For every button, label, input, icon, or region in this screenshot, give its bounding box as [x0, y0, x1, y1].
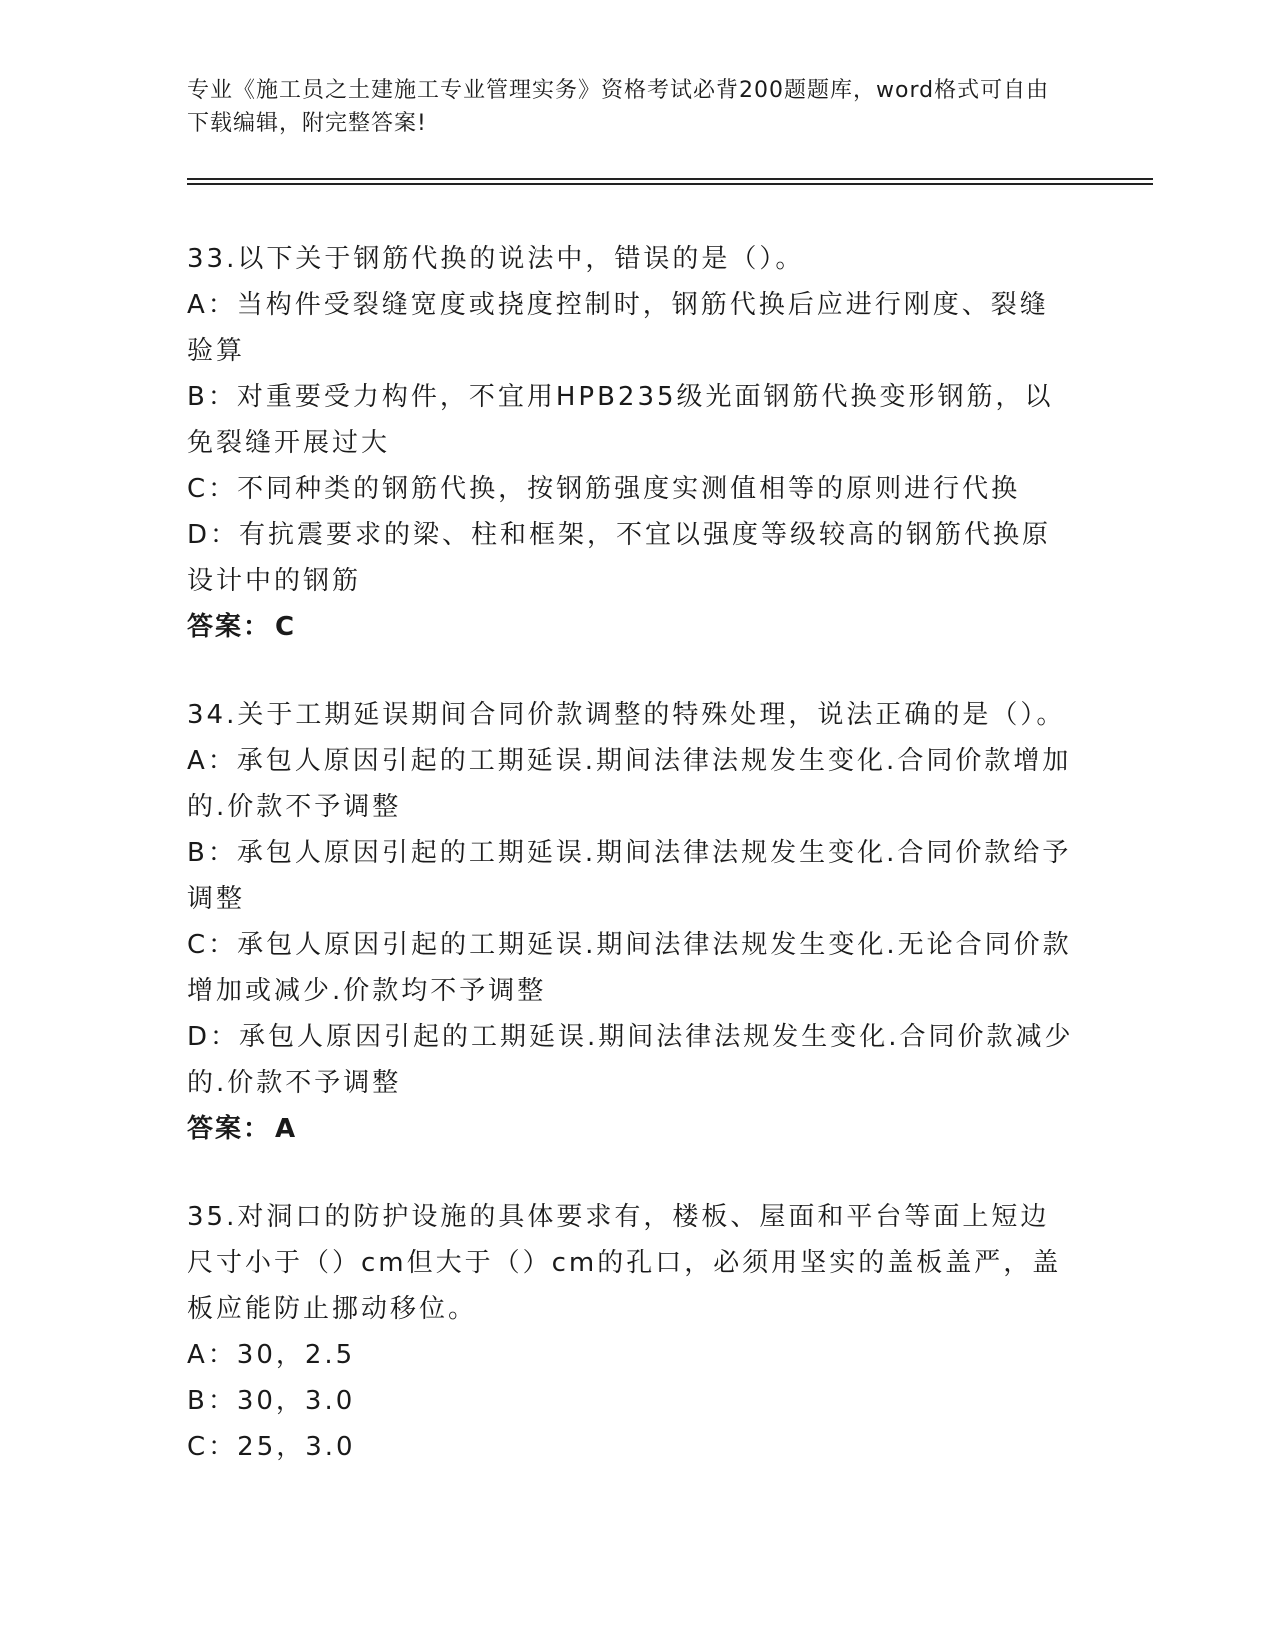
option-d: D：承包人原因引起的工期延误.期间法律法规发生变化.合同价款减少的.价款不予调整 [187, 1022, 1074, 1098]
option-d: D：有抗震要求的梁、柱和框架，不宜以强度等级较高的钢筋代换原设计中的钢筋 [187, 520, 1052, 596]
option-a: A：承包人原因引起的工期延误.期间法律法规发生变化.合同价款增加的.价款不予调整 [187, 746, 1072, 822]
answer-label: 答案： [187, 612, 272, 642]
question-34 [187, 692, 1077, 1152]
option-b: B：30，3.0 [187, 1386, 356, 1416]
question-stem: 35.对洞口的防护设施的具体要求有，楼板、屋面和平台等面上短边尺寸小于（）cm但大于（）cm的孔口，必须用坚实的盖板盖严，盖板应能防止挪动移位。 [187, 1202, 1062, 1324]
question-stem: 34.关于工期延误期间合同价款调整的特殊处理，说法正确的是（）。 [187, 700, 1066, 730]
option-b: B：承包人原因引起的工期延误.期间法律法规发生变化.合同价款给予调整 [187, 838, 1072, 914]
question-33 [187, 236, 1077, 650]
header-divider-top [187, 178, 1153, 180]
answer-value: A [275, 1114, 298, 1144]
answer-line [187, 604, 1077, 650]
answer-label: 答案： [187, 1114, 272, 1144]
option-c: C：不同种类的钢筋代换，按钢筋强度实测值相等的原则进行代换 [187, 474, 1021, 504]
answer-value: C [275, 612, 297, 642]
option-a: A：30，2.5 [187, 1340, 356, 1370]
header-divider-bottom [187, 183, 1153, 185]
option-a: A：当构件受裂缝宽度或挠度控制时，钢筋代换后应进行刚度、裂缝验算 [187, 290, 1049, 366]
question-35 [187, 1194, 1077, 1470]
document-header: 专业《施工员之土建施工专业管理实务》资格考试必背200题题库，word格式可自由下载编辑，附完整答案! [187, 78, 1050, 136]
answer-line [187, 1106, 1077, 1152]
option-c: C：承包人原因引起的工期延误.期间法律法规发生变化.无论合同价款增加或减少.价款均不予调整 [187, 930, 1072, 1006]
option-c: C：25，3.0 [187, 1432, 356, 1462]
option-b: B：对重要受力构件，不宜用HPB235级光面钢筋代换变形钢筋，以免裂缝开展过大 [187, 382, 1054, 458]
question-list [187, 236, 1077, 1512]
question-stem: 33.以下关于钢筋代换的说法中，错误的是（）。 [187, 244, 805, 274]
